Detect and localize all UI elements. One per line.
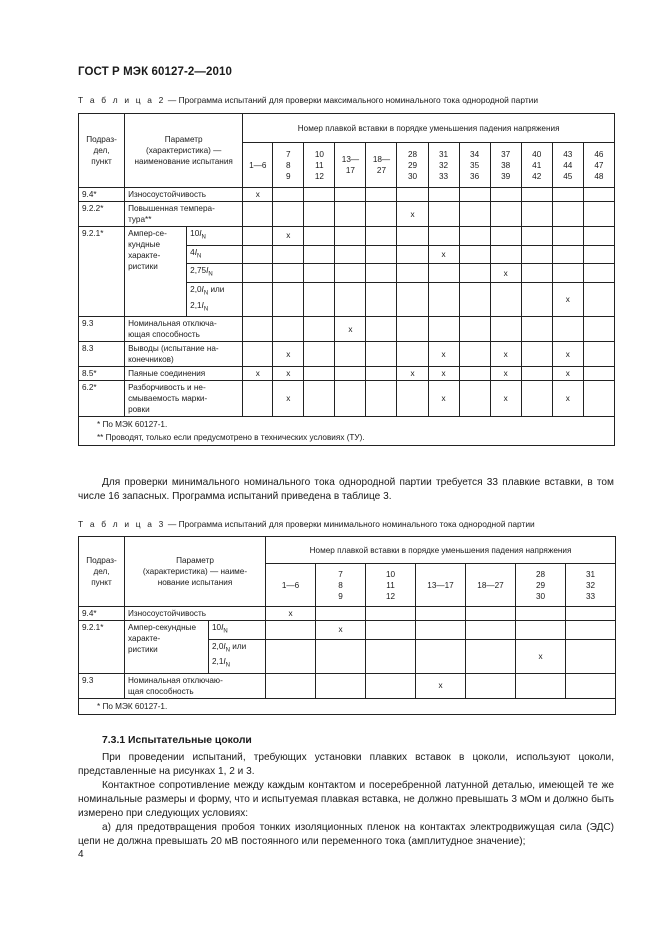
table2-header-fuse-group: 31 32 33 — [428, 143, 459, 188]
table2-clause-cell: 9.3 — [79, 317, 125, 342]
table2-mark-cell — [304, 282, 335, 316]
table2-mark-cell: x — [397, 202, 428, 227]
table2-sub-parameter-cell: $2,75I_N$ — [187, 264, 243, 283]
table2-mark-cell: x — [335, 317, 366, 342]
table3-header-fuse-group: 31 32 33 — [566, 564, 616, 607]
table2-mark-cell — [521, 188, 552, 202]
table2-mark-cell — [490, 202, 521, 227]
table2-header-fuse-group: 28 29 30 — [397, 143, 428, 188]
section-title: 7.3.1 Испытательные цоколи — [102, 735, 252, 746]
table2-header-fuse-group: 43 44 45 — [552, 143, 583, 188]
table2-mark-cell — [243, 227, 273, 246]
table3-header-fuse-group: 28 29 30 — [516, 564, 566, 607]
table2-mark-cell — [459, 264, 490, 283]
table2-mark-cell — [304, 367, 335, 381]
table2-mark-cell — [366, 367, 397, 381]
table2-header-fuse-group: 37 38 39 — [490, 143, 521, 188]
table2-mark-cell — [397, 227, 428, 246]
table2-mark-cell — [243, 317, 273, 342]
table3-mark-cell — [466, 607, 516, 621]
table3-mark-cell: x — [416, 673, 466, 698]
paragraph-bases: При проведении испытаний, требующих установки плавких вставок в цоколи, используют цоколи, представленные на рисунках 1, 2 и 3. — [78, 752, 614, 777]
table2-mark-cell — [273, 317, 304, 342]
table2-parameter-cell: Износоустойчивость — [125, 188, 243, 202]
table2-mark-cell — [304, 264, 335, 283]
table2-row — [79, 227, 615, 246]
table2-mark-cell — [583, 188, 614, 202]
table3-mark-cell — [316, 673, 366, 698]
table2-mark-cell — [583, 245, 614, 264]
table2-mark-cell — [397, 282, 428, 316]
table2-mark-cell — [273, 245, 304, 264]
table2-mark-cell — [335, 245, 366, 264]
table3-row — [79, 621, 616, 640]
table2-mark-cell — [428, 264, 459, 283]
page-number: 4 — [78, 849, 84, 860]
table2-mark-cell — [397, 264, 428, 283]
table2-mark-cell: x — [490, 342, 521, 367]
table2-mark-cell — [366, 227, 397, 246]
paragraph-contact-resistance: Контактное сопротивление между каждым контактом и посеребренной латунной деталью, имеющей те же номинальные размеры и форму, что и испытуемая плавкая вставка, не должно превышать 3 мОм и должно быть измерено при следующих условиях: — [78, 780, 614, 819]
table2-mark-cell: x — [243, 188, 273, 202]
table3-clause-cell: 9.3 — [79, 673, 125, 698]
table3-row — [79, 607, 616, 621]
table2-mark-cell: x — [273, 381, 304, 417]
table2-mark-cell: x — [428, 342, 459, 367]
table2-mark-cell — [490, 282, 521, 316]
table2-mark-cell — [583, 342, 614, 367]
table2-mark-cell — [397, 342, 428, 367]
table2-parameter-cell: Ампер-се- кундные характе- ристики — [125, 227, 187, 317]
table2-parameter-cell: Разборчивость и не- смываемость марки- ровки — [125, 381, 243, 417]
table2-mark-cell — [521, 367, 552, 381]
table3-mark-cell: x — [316, 621, 366, 640]
table3-mark-cell — [466, 639, 516, 673]
table3-mark-cell — [566, 673, 616, 698]
table3-mark-cell — [266, 621, 316, 640]
table3-mark-cell — [316, 607, 366, 621]
table2-mark-cell — [366, 317, 397, 342]
table2-mark-cell — [490, 317, 521, 342]
table2-mark-cell — [521, 317, 552, 342]
table3-header-parameter: Параметр (характеристика) — наиме- нование испытания — [125, 537, 266, 607]
table2-header-fuse-group: 40 41 42 — [521, 143, 552, 188]
table2-mark-cell — [490, 188, 521, 202]
table2-mark-cell — [521, 342, 552, 367]
table2-mark-cell — [304, 188, 335, 202]
table2-header-fuse-group: 10 11 12 — [304, 143, 335, 188]
table2-parameter-cell: Паяные соединения — [125, 367, 243, 381]
table2-mark-cell — [459, 188, 490, 202]
table3-sub-parameter-cell: $2,0I_N$ или $2,1I_N$ — [209, 639, 266, 673]
table3-mark-cell — [466, 673, 516, 698]
table3-mark-cell — [516, 673, 566, 698]
table3-mark-cell — [566, 621, 616, 640]
table3-mark-cell — [516, 621, 566, 640]
table3-mark-cell — [366, 621, 416, 640]
table2-mark-cell — [397, 381, 428, 417]
table2-mark-cell — [583, 381, 614, 417]
table2-mark-cell: x — [273, 227, 304, 246]
table2-row — [79, 381, 615, 417]
table3-mark-cell — [366, 607, 416, 621]
table2-mark-cell — [335, 264, 366, 283]
table2-clause-cell: 9.2.1* — [79, 227, 125, 317]
table2-header-clause: Подраз- дел, пункт — [79, 114, 125, 188]
table3-parameter-cell: Износоустойчивость — [125, 607, 266, 621]
table2-mark-cell: x — [428, 367, 459, 381]
table2-mark-cell — [428, 202, 459, 227]
table2-mark-cell: x — [397, 367, 428, 381]
table2-mark-cell — [243, 245, 273, 264]
table2-mark-cell — [335, 367, 366, 381]
table3-mark-cell — [316, 639, 366, 673]
table2-mark-cell — [583, 227, 614, 246]
table3-mark-cell — [566, 639, 616, 673]
table2-mark-cell — [366, 381, 397, 417]
table2-row — [79, 317, 615, 342]
table2-mark-cell — [366, 342, 397, 367]
table2-mark-cell — [366, 264, 397, 283]
table2-mark-cell: x — [552, 367, 583, 381]
table3-note: * По МЭК 60127-1. — [97, 701, 168, 711]
table3-mark-cell — [466, 621, 516, 640]
table2-mark-cell — [428, 227, 459, 246]
table2-note: ** Проводят, только если предусмотрено в технических условиях (ТУ). — [97, 433, 365, 443]
table2-mark-cell: x — [490, 381, 521, 417]
table2-mark-cell — [583, 317, 614, 342]
table2-parameter-cell: Выводы (испытание на- конечников) — [125, 342, 243, 367]
table2-sub-parameter-cell: $2,0I_N$ или $2,1I_N$ — [187, 282, 243, 316]
table2-mark-cell — [273, 188, 304, 202]
table3-clause-cell: 9.2.1* — [79, 621, 125, 674]
table2-mark-cell — [552, 245, 583, 264]
table2-mark-cell — [583, 202, 614, 227]
table2-header-fuse-group: 46 47 48 — [583, 143, 614, 188]
table2-mark-cell — [490, 227, 521, 246]
table2-mark-cell — [552, 227, 583, 246]
table2-caption-text: — Программа испытаний для проверки максимального номинального тока однородной партии — [165, 95, 539, 105]
table3-header-fuse-group: 10 11 12 — [366, 564, 416, 607]
table2-mark-cell — [552, 188, 583, 202]
table3-caption-lead: Т а б л и ц а 3 — [78, 519, 166, 529]
table2-mark-cell — [335, 342, 366, 367]
table2-mark-cell — [304, 227, 335, 246]
table2-clause-cell: 9.2.2* — [79, 202, 125, 227]
table2-mark-cell — [304, 317, 335, 342]
table-2 — [78, 113, 615, 446]
table2-mark-cell — [304, 202, 335, 227]
table2-row — [79, 188, 615, 202]
table2-mark-cell — [428, 188, 459, 202]
table2-mark-cell — [335, 282, 366, 316]
table3-sub-parameter-cell: $10I_N$ — [209, 621, 266, 640]
table2-mark-cell — [243, 202, 273, 227]
table3-header-group: Номер плавкой вставки в порядке уменьшения падения напряжения — [266, 537, 616, 564]
table2-mark-cell — [459, 245, 490, 264]
table2-sub-parameter-cell: $4I_N$ — [187, 245, 243, 264]
table2-mark-cell: x — [243, 367, 273, 381]
table2-mark-cell — [243, 282, 273, 316]
table2-notes — [79, 417, 615, 446]
table2-mark-cell — [304, 245, 335, 264]
table-3 — [78, 536, 616, 715]
table2-mark-cell — [428, 317, 459, 342]
table2-mark-cell: x — [490, 264, 521, 283]
table2-mark-cell — [459, 342, 490, 367]
table2-mark-cell — [552, 202, 583, 227]
table2-caption-lead: Т а б л и ц а 2 — [78, 95, 166, 105]
table2-mark-cell — [243, 264, 273, 283]
paragraph-table3-intro: Для проверки минимального номинального тока однородной партии требуется 33 плавкие вставки, в том числе 16 запасных. Программа испытаний приведена в таблице 3. — [78, 477, 614, 502]
document-header: ГОСТ Р МЭК 60127-2—2010 — [78, 66, 232, 78]
table3-mark-cell — [366, 673, 416, 698]
table2-caption — [78, 95, 538, 105]
table3-clause-cell: 9.4* — [79, 607, 125, 621]
table2-header-parameter: Параметр (характеристика) — наименование испытания — [125, 114, 243, 188]
table2-mark-cell: x — [273, 367, 304, 381]
table3-parameter-cell: Номинальная отключаю- щая способность — [125, 673, 266, 698]
table2-clause-cell: 8.3 — [79, 342, 125, 367]
table2-mark-cell — [366, 188, 397, 202]
table2-mark-cell — [552, 317, 583, 342]
table2-parameter-cell: Номинальная отключа- ющая способность — [125, 317, 243, 342]
table2-parameter-cell: Повышенная темпера- тура** — [125, 202, 243, 227]
table2-header-fuse-group: 18— 27 — [366, 143, 397, 188]
table2-mark-cell — [273, 282, 304, 316]
table3-mark-cell — [366, 639, 416, 673]
table2-mark-cell — [397, 317, 428, 342]
table2-mark-cell — [243, 381, 273, 417]
table2-mark-cell — [366, 282, 397, 316]
table2-mark-cell: x — [552, 342, 583, 367]
table2-mark-cell — [273, 202, 304, 227]
table2-mark-cell — [366, 202, 397, 227]
table2-mark-cell — [273, 264, 304, 283]
table2-mark-cell — [428, 282, 459, 316]
table2-mark-cell — [521, 202, 552, 227]
table2-mark-cell — [521, 245, 552, 264]
table2-mark-cell — [459, 381, 490, 417]
table2-mark-cell — [397, 188, 428, 202]
table3-mark-cell — [266, 639, 316, 673]
table2-mark-cell: x — [428, 381, 459, 417]
table2-mark-cell — [459, 317, 490, 342]
table2-header-fuse-group: 1—6 — [243, 143, 273, 188]
table2-row — [79, 367, 615, 381]
table3-caption — [78, 519, 535, 529]
table2-mark-cell — [459, 227, 490, 246]
table2-mark-cell — [459, 282, 490, 316]
table2-header-fuse-group: 13— 17 — [335, 143, 366, 188]
table2-clause-cell: 8.5* — [79, 367, 125, 381]
table2-mark-cell — [583, 367, 614, 381]
table3-header-clause: Подраз- дел, пункт — [79, 537, 125, 607]
table2-mark-cell — [583, 264, 614, 283]
table2-mark-cell — [521, 282, 552, 316]
table2-mark-cell — [490, 245, 521, 264]
table2-mark-cell — [521, 381, 552, 417]
table2-sub-parameter-cell: $10I_N$ — [187, 227, 243, 246]
table2-mark-cell — [304, 342, 335, 367]
table2-note: * По МЭК 60127-1. — [97, 420, 168, 430]
table2-row — [79, 342, 615, 367]
table2-header-fuse-group: 34 35 36 — [459, 143, 490, 188]
table3-mark-cell — [566, 607, 616, 621]
table2-mark-cell — [583, 282, 614, 316]
table3-parameter-cell: Ампер-секундные характе- ристики — [125, 621, 209, 674]
table3-mark-cell — [416, 607, 466, 621]
table2-mark-cell — [552, 264, 583, 283]
table3-header-fuse-group: 7 8 9 — [316, 564, 366, 607]
table3-header-fuse-group: 13—17 — [416, 564, 466, 607]
table3-row — [79, 673, 616, 698]
table3-header-fuse-group: 18—27 — [466, 564, 516, 607]
table2-mark-cell — [521, 227, 552, 246]
table2-mark-cell — [335, 227, 366, 246]
table2-mark-cell — [335, 202, 366, 227]
table3-mark-cell: x — [266, 607, 316, 621]
table2-mark-cell — [335, 188, 366, 202]
table3-mark-cell — [266, 673, 316, 698]
table2-mark-cell — [335, 381, 366, 417]
table2-mark-cell — [397, 245, 428, 264]
table2-mark-cell: x — [428, 245, 459, 264]
paragraph-condition-a: а) для предотвращения пробоя тонких изоляционных пленок на контактах электродвижущая сила (ЭДС) цепи не должна превышать 20 мВ постоянного или переменного тока (амплитудное значение); — [78, 822, 614, 847]
table2-clause-cell: 6.2* — [79, 381, 125, 417]
table2-row — [79, 202, 615, 227]
table2-clause-cell: 9.4* — [79, 188, 125, 202]
table2-mark-cell: x — [552, 381, 583, 417]
table2-mark-cell — [366, 245, 397, 264]
table3-mark-cell — [516, 607, 566, 621]
table3-mark-cell — [416, 621, 466, 640]
table2-mark-cell: x — [273, 342, 304, 367]
table2-header-group: Номер плавкой вставки в порядке уменьшения падения напряжения — [243, 114, 615, 143]
table2-mark-cell — [459, 202, 490, 227]
table3-header-fuse-group: 1—6 — [266, 564, 316, 607]
table2-mark-cell — [304, 381, 335, 417]
table2-mark-cell: x — [552, 282, 583, 316]
table2-mark-cell — [521, 264, 552, 283]
table3-notes — [79, 698, 616, 714]
table3-caption-text: — Программа испытаний для проверки минимального номинального тока однородной партии — [165, 519, 535, 529]
table2-mark-cell — [243, 342, 273, 367]
table3-mark-cell: x — [516, 639, 566, 673]
table3-mark-cell — [416, 639, 466, 673]
table2-mark-cell — [459, 367, 490, 381]
table2-header-fuse-group: 7 8 9 — [273, 143, 304, 188]
table2-mark-cell: x — [490, 367, 521, 381]
